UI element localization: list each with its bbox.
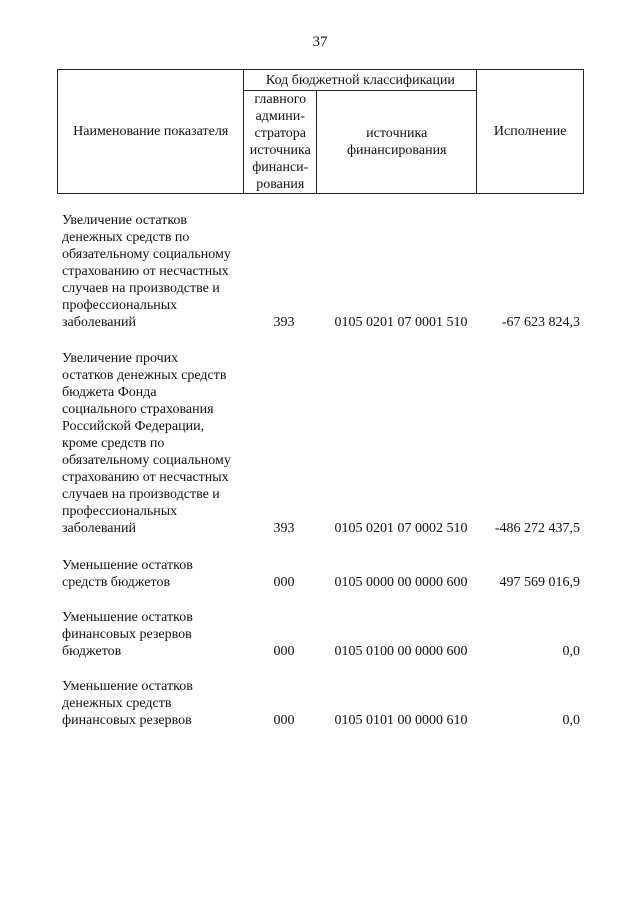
table-header	[57, 69, 584, 194]
page-number: 37	[312, 34, 328, 50]
header-source-line: финансирования	[346, 143, 447, 158]
row-indicator-name	[62, 678, 252, 729]
row-indicator-name	[62, 350, 252, 537]
header-source-line: источника	[366, 126, 428, 141]
row-execution: 0,0	[562, 713, 580, 728]
name-line: средств бюджетов	[62, 575, 171, 590]
name-line: денежных средств по	[62, 230, 190, 245]
name-line: социального страхования	[62, 402, 214, 417]
row-source-code: 0105 0201 07 0001 510	[334, 315, 468, 330]
header-admin	[244, 91, 317, 194]
name-line: Уменьшение остатков	[62, 610, 193, 625]
row-execution: -486 272 437,5	[494, 521, 580, 536]
row-indicator-name	[62, 609, 252, 660]
name-line: обязательному социальному	[62, 453, 231, 468]
name-line: профессиональных	[62, 504, 178, 519]
name-line: случаев на производстве и	[62, 281, 220, 296]
name-line: денежных средств	[62, 696, 172, 711]
name-line: финансовых резервов	[62, 627, 192, 642]
name-line: заболеваний	[62, 315, 136, 330]
name-line: обязательному социальному	[62, 247, 231, 262]
name-line: финансовых резервов	[62, 713, 192, 728]
name-line: бюджета Фонда	[62, 385, 157, 400]
name-line: Уменьшение остатков	[62, 558, 193, 573]
name-line: кроме средств по	[62, 436, 165, 451]
name-line: Уменьшение остатков	[62, 679, 193, 694]
row-source-code: 0105 0101 00 0000 610	[334, 713, 468, 728]
header-indicator-name: Наименование показателя	[58, 70, 244, 194]
header-execution: Исполнение	[477, 70, 584, 194]
row-execution: 0,0	[562, 644, 580, 659]
row-admin-code: 000	[273, 575, 295, 590]
header-source	[317, 91, 477, 194]
name-line: страхованию от несчастных	[62, 470, 229, 485]
row-execution: -67 623 824,3	[501, 315, 580, 330]
header-admin-line: финанси-	[252, 160, 309, 175]
row-source-code: 0105 0000 00 0000 600	[334, 575, 468, 590]
row-admin-code: 393	[273, 521, 295, 536]
row-execution: 497 569 016,9	[499, 575, 580, 590]
row-admin-code: 393	[273, 315, 295, 330]
name-line: случаев на производстве и	[62, 487, 220, 502]
row-indicator-name	[62, 212, 252, 331]
header-admin-line: стратора	[254, 126, 307, 141]
name-line: Российской Федерации,	[62, 419, 205, 434]
header-admin-line: админи-	[255, 109, 305, 124]
name-line: профессиональных	[62, 298, 178, 313]
name-line: страхованию от несчастных	[62, 264, 229, 279]
name-line: бюджетов	[62, 644, 122, 659]
row-source-code: 0105 0100 00 0000 600	[334, 644, 468, 659]
row-admin-code: 000	[273, 713, 295, 728]
name-line: остатков денежных средств	[62, 368, 227, 383]
header-admin-line: источника	[249, 143, 311, 158]
row-admin-code: 000	[273, 644, 295, 659]
header-admin-line: главного	[254, 92, 307, 107]
header-admin-line: рования	[256, 177, 305, 192]
name-line: Увеличение прочих	[62, 351, 179, 366]
row-indicator-name	[62, 557, 252, 591]
row-source-code: 0105 0201 07 0002 510	[334, 521, 468, 536]
header-budget-code: Код бюджетной классификации	[244, 70, 477, 91]
name-line: Увеличение остатков	[62, 213, 188, 228]
name-line: заболеваний	[62, 521, 136, 536]
